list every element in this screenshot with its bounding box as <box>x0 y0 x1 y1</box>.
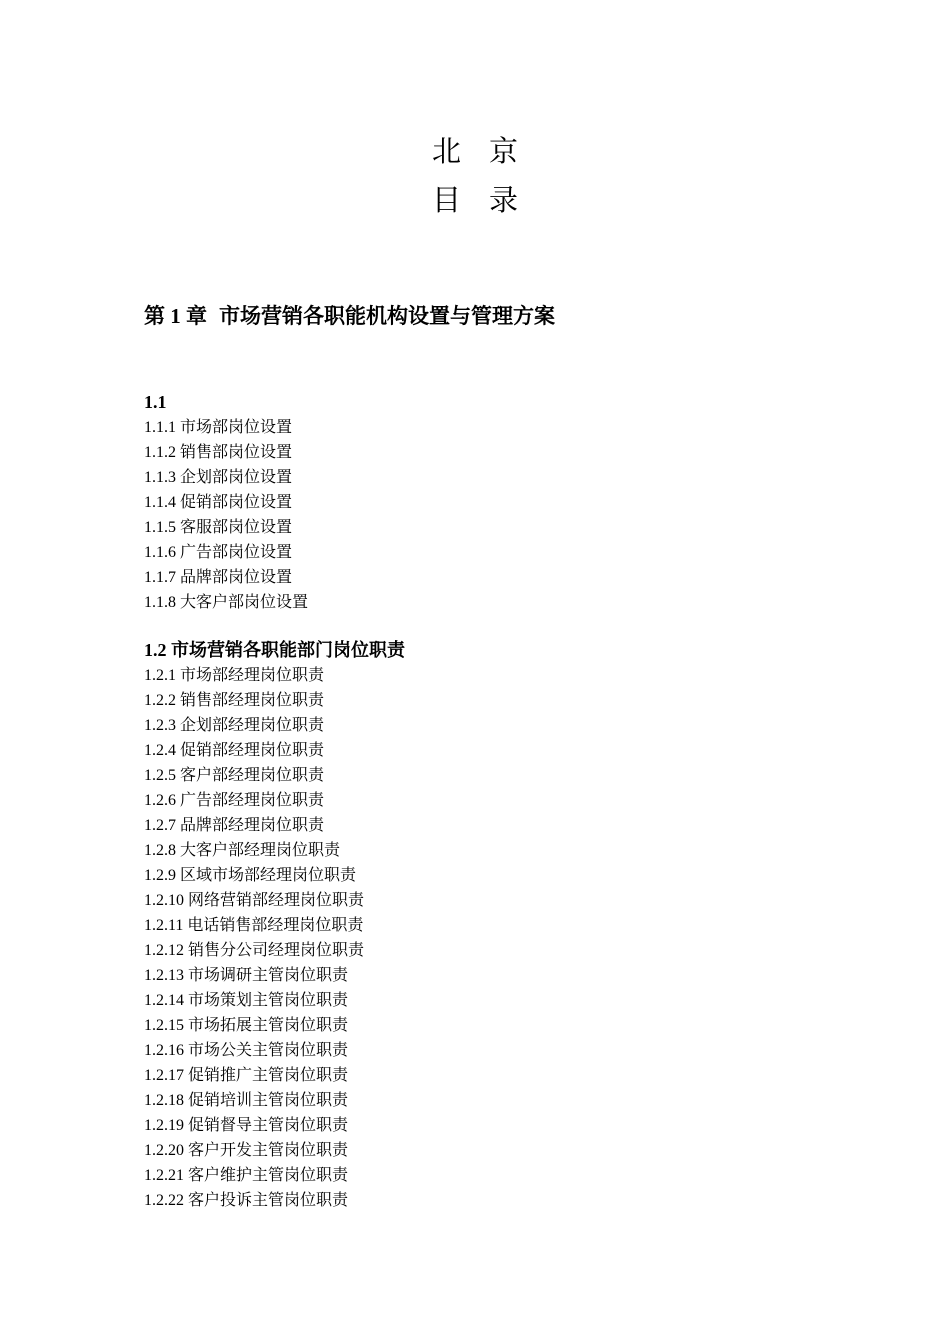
toc-entry-number: 1.2.4 <box>144 742 176 759</box>
toc-entry[interactable] <box>144 1113 844 1138</box>
toc-entry-number: 1.2.7 <box>144 817 176 834</box>
toc-entry-number: 1.2.17 <box>144 1067 184 1084</box>
toc-entry-title: 品牌部经理岗位职责 <box>180 817 325 834</box>
toc-entry-title: 大客户部经理岗位职责 <box>180 842 341 859</box>
toc-entry[interactable] <box>144 1188 844 1213</box>
toc-entry[interactable] <box>144 490 844 515</box>
toc-entry-title: 区域市场部经理岗位职责 <box>180 867 357 884</box>
toc-entry-number: 1.2.9 <box>144 867 176 884</box>
toc-entry-number: 1.1.7 <box>144 569 176 586</box>
toc-entry[interactable] <box>144 515 844 540</box>
toc-entry-number: 1.2.3 <box>144 717 176 734</box>
toc-entry-title: 市场拓展主管岗位职责 <box>188 1017 349 1034</box>
toc-entry[interactable] <box>144 738 844 763</box>
toc-entry[interactable] <box>144 938 844 963</box>
toc-entry-title: 市场部经理岗位职责 <box>180 667 325 684</box>
toc-entry-number: 1.2.1 <box>144 667 176 684</box>
toc-entry-title: 销售分公司经理岗位职责 <box>188 942 365 959</box>
toc-entry-title: 市场部岗位设置 <box>180 419 293 436</box>
toc-entry-list <box>144 663 844 1213</box>
toc-entry[interactable] <box>144 415 844 440</box>
toc-entry-title: 大客户部岗位设置 <box>180 594 309 611</box>
toc-entry-title: 品牌部岗位设置 <box>180 569 293 586</box>
toc-entry-title: 客户投诉主管岗位职责 <box>188 1192 349 1209</box>
chapter-heading[interactable] <box>144 301 555 331</box>
toc-entry[interactable] <box>144 1088 844 1113</box>
toc-entry-title: 促销推广主管岗位职责 <box>188 1067 349 1084</box>
toc-entry[interactable] <box>144 465 844 490</box>
toc-entry-title: 销售部岗位设置 <box>180 444 293 461</box>
toc-entry-number: 1.2.18 <box>144 1092 184 1109</box>
toc-entry-title: 企划部经理岗位职责 <box>180 717 325 734</box>
toc-entry-number: 1.2.6 <box>144 792 176 809</box>
toc-entry-title: 促销督导主管岗位职责 <box>188 1117 349 1134</box>
toc-entry-title: 客服部岗位设置 <box>180 519 293 536</box>
toc-entry[interactable] <box>144 813 844 838</box>
toc-entry-number: 1.2.14 <box>144 992 184 1009</box>
table-of-contents-title: 目录 <box>431 185 546 217</box>
toc-entry-title: 广告部经理岗位职责 <box>180 792 325 809</box>
toc-entry[interactable] <box>144 663 844 688</box>
toc-entry-number: 1.1.1 <box>144 419 176 436</box>
toc-entry[interactable] <box>144 788 844 813</box>
section-heading[interactable]: 1.1 <box>144 392 167 412</box>
toc-entry[interactable] <box>144 1138 844 1163</box>
toc-entry[interactable] <box>144 440 844 465</box>
toc-entry-title: 网络营销部经理岗位职责 <box>188 892 365 909</box>
toc-entry[interactable] <box>144 565 844 590</box>
toc-section-1-1 <box>144 390 844 615</box>
toc-entry[interactable] <box>144 1013 844 1038</box>
toc-entry-number: 1.2.11 <box>144 917 184 934</box>
toc-entry-title: 客户部经理岗位职责 <box>180 767 325 784</box>
toc-entry-title: 广告部岗位设置 <box>180 544 293 561</box>
toc-entry[interactable] <box>144 540 844 565</box>
toc-entry-number: 1.2.12 <box>144 942 184 959</box>
toc-entry[interactable] <box>144 1063 844 1088</box>
section-heading[interactable]: 1.2 市场营销各职能部门岗位职责 <box>144 640 405 660</box>
toc-entry[interactable] <box>144 688 844 713</box>
toc-entry[interactable] <box>144 763 844 788</box>
toc-entry-number: 1.2.15 <box>144 1017 184 1034</box>
toc-entry[interactable] <box>144 963 844 988</box>
toc-entry[interactable] <box>144 1038 844 1063</box>
toc-entry[interactable] <box>144 590 844 615</box>
toc-entry-title: 促销培训主管岗位职责 <box>188 1092 349 1109</box>
toc-entry-title: 促销部岗位设置 <box>180 494 293 511</box>
toc-entry-number: 1.1.2 <box>144 444 176 461</box>
toc-entry[interactable] <box>144 913 844 938</box>
toc-entry-title: 促销部经理岗位职责 <box>180 742 325 759</box>
toc-entry-number: 1.2.8 <box>144 842 176 859</box>
toc-entry-title: 客户维护主管岗位职责 <box>188 1167 349 1184</box>
toc-entry-number: 1.1.8 <box>144 594 176 611</box>
toc-entry-title: 市场公关主管岗位职责 <box>188 1042 349 1059</box>
toc-entry[interactable] <box>144 988 844 1013</box>
toc-entry-number: 1.2.22 <box>144 1192 184 1209</box>
toc-entry-title: 市场策划主管岗位职责 <box>188 992 349 1009</box>
toc-entry-number: 1.2.13 <box>144 967 184 984</box>
chapter-label: 第 1 章 <box>144 304 207 328</box>
toc-entry-number: 1.2.5 <box>144 767 176 784</box>
toc-entry-number: 1.1.5 <box>144 519 176 536</box>
toc-entry-number: 1.2.10 <box>144 892 184 909</box>
toc-entry-number: 1.2.16 <box>144 1042 184 1059</box>
toc-entry-title: 客户开发主管岗位职责 <box>188 1142 349 1159</box>
toc-entry-number: 1.2.20 <box>144 1142 184 1159</box>
toc-entry-number: 1.2.2 <box>144 692 176 709</box>
toc-entry-title: 企划部岗位设置 <box>180 469 293 486</box>
toc-entry-number: 1.1.6 <box>144 544 176 561</box>
document-city-title: 北京 <box>431 136 546 168</box>
toc-entry[interactable] <box>144 888 844 913</box>
toc-entry-list <box>144 415 844 615</box>
toc-entry-title: 市场调研主管岗位职责 <box>188 967 349 984</box>
toc-entry[interactable] <box>144 838 844 863</box>
toc-entry-title: 销售部经理岗位职责 <box>180 692 325 709</box>
toc-entry-number: 1.1.4 <box>144 494 176 511</box>
toc-entry-number: 1.1.3 <box>144 469 176 486</box>
toc-entry[interactable] <box>144 1163 844 1188</box>
toc-entry[interactable] <box>144 713 844 738</box>
toc-entry-title: 电话销售部经理岗位职责 <box>187 917 364 934</box>
toc-entry-number: 1.2.21 <box>144 1167 184 1184</box>
toc-section-1-2 <box>144 638 844 1213</box>
toc-entry-number: 1.2.19 <box>144 1117 184 1134</box>
toc-entry[interactable] <box>144 863 844 888</box>
chapter-title: 市场营销各职能机构设置与管理方案 <box>219 304 555 328</box>
